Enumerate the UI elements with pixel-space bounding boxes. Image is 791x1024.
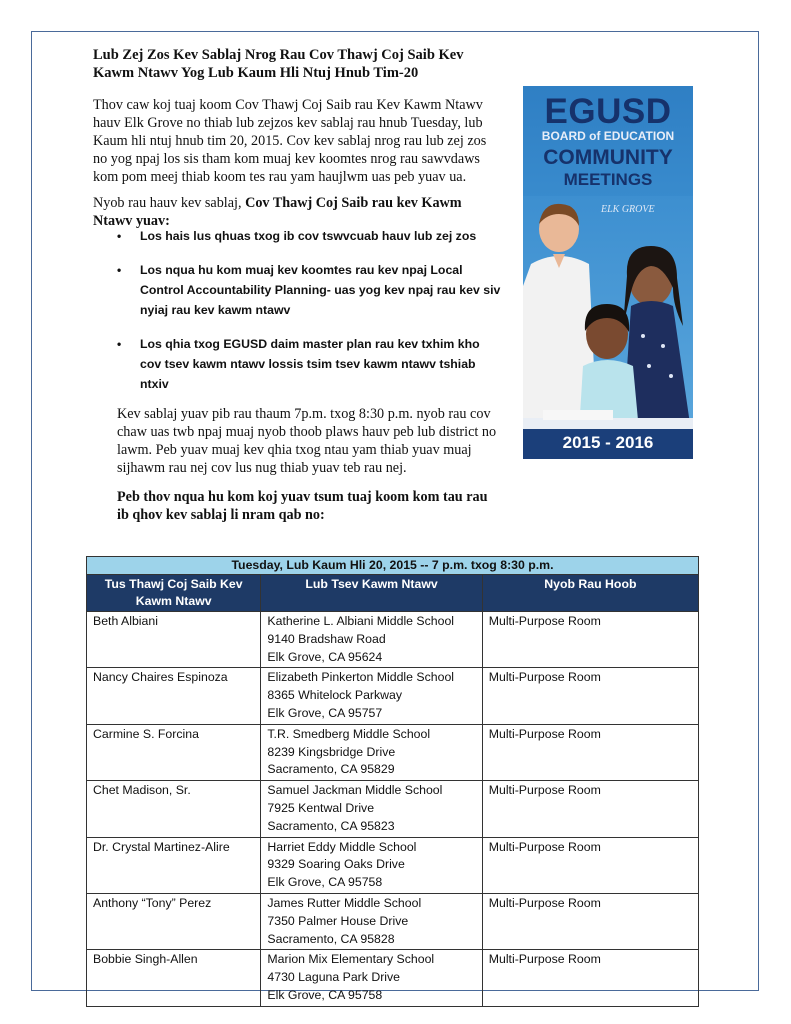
trustee-name: Anthony “Tony” Perez [87,893,261,949]
agenda-item-text: Los qhia txog EGUSD daim master plan rau kev txhim kho cov tsev kawm ntawv lossis tsim tsev kawm ntawv tshiab ntxiv [140,337,480,391]
purpose-lead-bold: Cov Thawj Coj Saib rau kev Kawm Ntawv yuav: [93,195,462,229]
room-cell: Multi-Purpose Room [482,612,698,668]
agenda-list [117,226,502,408]
school-cell [261,781,482,837]
table-caption-row [87,557,699,575]
school-street: 7350 Palmer House Drive [267,913,409,928]
school-street: 4730 Laguna Park Drive [267,970,401,985]
table-row [87,950,699,1006]
flyer-brand: EGUSD [544,92,672,131]
trustee-name: Carmine S. Forcina [87,724,261,780]
table-row [87,781,699,837]
room-cell: Multi-Purpose Room [482,837,698,893]
table-row [87,668,699,724]
room-cell: Multi-Purpose Room [482,893,698,949]
bullet-icon: • [117,337,122,351]
school-city: Sacramento, CA 95823 [267,818,395,833]
school-cell [261,950,482,1006]
table-caption: Tuesday, Lub Kaum Hli 20, 2015 -- 7 p.m. txog 8:30 p.m. [87,557,699,575]
students-photo [523,196,693,431]
school-city: Elk Grove, CA 95624 [267,649,383,664]
agenda-item-text: Los hais lus qhuas txog ib cov tswvcuab hauv lub zej zos [140,229,477,243]
school-street: 8365 Whitelock Parkway [267,688,403,703]
school-name: Elizabeth Pinkerton Middle School [267,670,455,685]
table-header-row [87,575,699,612]
school-city: Sacramento, CA 95829 [267,762,395,777]
intro-paragraph: Thov caw koj tuaj koom Cov Thawj Coj Saib rau Kev Kawm Ntawv hauv Elk Grove no thiab lub zejzos kev sablaj rau hnub Tuesday, lub Kaum hli ntuj hnub tim 20, 2015. Cov kev sablaj nrog rau lub zej zos no yog npaj los sis tham kom muaj kev koomtes nrog rau sawvdaws kom pom meej thiab koom tes rau yam haujlwm uas peb yuav ua. [93,97,487,185]
school-name: James Rutter Middle School [267,895,422,910]
agenda-item-text: Los nqua hu kom muaj kev koomtes rau kev npaj Local Control Accountability Planning- uas yog kev npaj rau kev siv nyiaj rau kev kawm ntawv [140,263,501,317]
school-name: Marion Mix Elementary School [267,952,435,967]
school-street: 7925 Kentwal Drive [267,800,375,815]
school-name: Samuel Jackman Middle School [267,783,443,798]
time-note: Kev sablaj yuav pib rau thaum 7p.m. txog 8:30 p.m. nyob rau cov chaw uas twb npaj muaj nyob thoob plaws hauv peb lub district no lawm. Peb yuav muaj kev qhia txog ntau yam thiab yuav muaj sijhawm rau nej cov lus nug thiab yuav teb rau nej. [117,406,497,476]
table-row [87,724,699,780]
flyer-years: 2015 - 2016 [562,433,654,452]
agenda-item [117,334,502,394]
document-title [93,46,493,82]
room-cell: Multi-Purpose Room [482,950,698,1006]
header-school: Lub Tsev Kawm Ntawv [261,575,482,612]
trustee-name: Dr. Crystal Martinez-Alire [87,837,261,893]
trustee-name: Nancy Chaires Espinoza [87,668,261,724]
flyer-line-1: COMMUNITY [543,146,673,169]
school-cell [261,668,482,724]
agenda-item [117,260,502,320]
school-street: 8239 Kingsbridge Drive [267,744,396,759]
trustee-name: Chet Madison, Sr. [87,781,261,837]
closing-note: Peb thov nqua hu kom koj yuav tsum tuaj koom kom tau rau ib qhov kev sablaj li nram qab no: [117,489,488,523]
header-room: Nyob Rau Hoob [482,575,698,612]
school-street: 9140 Bradshaw Road [267,631,386,646]
header-trustee: Tus Thawj Coj Saib Kev Kawm Ntawv [87,575,261,612]
table-row [87,837,699,893]
room-cell: Multi-Purpose Room [482,781,698,837]
community-meetings-flyer [523,86,693,459]
school-city: Elk Grove, CA 95758 [267,875,383,890]
table-row [87,612,699,668]
school-cell [261,724,482,780]
bullet-icon: • [117,263,122,277]
school-cell [261,837,482,893]
purpose-lead: Nyob rau hauv kev sablaj, [93,195,246,211]
school-street: 9329 Soaring Oaks Drive [267,857,405,872]
bullet-icon: • [117,229,122,243]
school-name: Katherine L. Albiani Middle School [267,614,455,628]
table-row [87,893,699,949]
room-cell: Multi-Purpose Room [482,724,698,780]
purpose-paragraph [93,194,498,230]
title-line-1: Lub Zej Zos Kev Sablaj Nrog Rau Cov Thawj Coj Saib Kev [93,47,464,63]
school-city: Elk Grove, CA 95757 [267,705,383,720]
school-city: Elk Grove, CA 95758 [267,987,383,1002]
meeting-schedule-table [86,556,699,1007]
school-city: Sacramento, CA 95828 [267,931,395,946]
elk-grove-logo: ELK GROVE [601,204,655,215]
school-cell [261,893,482,949]
school-name: T.R. Smedberg Middle School [267,726,431,741]
school-cell [261,612,482,668]
trustee-name: Beth Albiani [87,612,261,668]
title-line-2: Kawm Ntawv Yog Lub Kaum Hli Ntuj Hnub Tim-20 [93,65,419,81]
trustee-name: Bobbie Singh-Allen [87,950,261,1006]
school-name: Harriet Eddy Middle School [267,839,417,854]
flyer-subtitle: BOARD of EDUCATION [541,129,675,143]
agenda-item [117,226,502,246]
flyer-line-2: MEETINGS [563,170,653,189]
room-cell: Multi-Purpose Room [482,668,698,724]
